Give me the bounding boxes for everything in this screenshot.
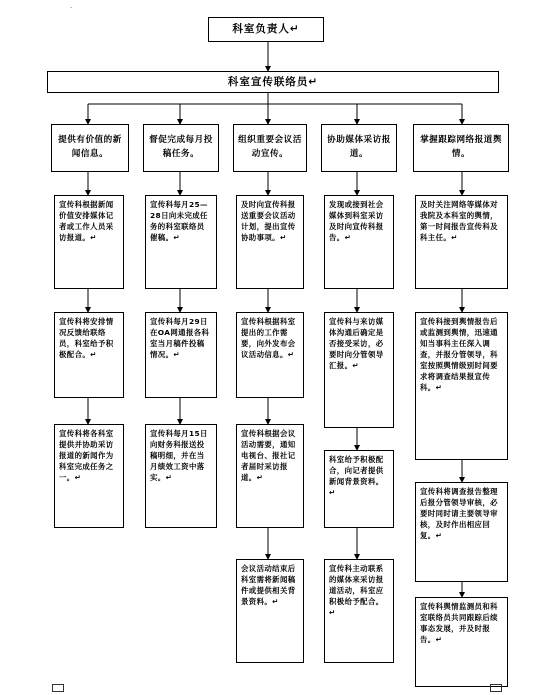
step-meeting-2: 宣传科根据科室提出的工作需要，向外发布会议活动信息。↵ bbox=[236, 312, 304, 398]
step-submission-1: 宣传科每月25—28日向未完成任务的科室联络员催稿。↵ bbox=[145, 195, 217, 289]
coordinator-box: 科室宣传联络员↵ bbox=[47, 71, 499, 93]
step-sentiment-3: 宣传科将调查报告整理后报分管领导审核，必要时同时请主要领导审核，及时作出相应回复。↵ bbox=[415, 482, 508, 582]
step-interview-2: 宣传科与来访媒体沟通后确定是否接受采访，必要时向分管领导汇报。↵ bbox=[324, 312, 394, 428]
step-meeting-1: 及时向宣传科报送重要会议活动计划，提出宣传协助事项。↵ bbox=[236, 195, 304, 289]
category-meeting-publicity: 组织重要会议活动宣传。 bbox=[233, 124, 307, 172]
step-interview-4: 宣传科主动联系的媒体来采访报道活动，科室应积极给予配合。↵ bbox=[324, 559, 394, 663]
step-news-1: 宣传科根据新闻价值安排媒体记者或工作人员采访报道。↵ bbox=[54, 195, 124, 289]
category-media-interview: 协助媒体采访报道。 bbox=[321, 124, 397, 172]
step-interview-1: 发现或接到社会媒体到科室采访及时向宣传科报告。↵ bbox=[324, 195, 394, 289]
category-online-sentiment: 掌握跟踪网络报道舆情。 bbox=[413, 124, 509, 172]
step-submission-2: 宣传科每月29日在OA网通报各科室当月稿件投稿情况。↵ bbox=[145, 312, 217, 398]
category-news-info: 提供有价值的新闻信息。 bbox=[51, 124, 129, 172]
corner-mark-top: · bbox=[70, 4, 73, 12]
step-sentiment-1: 及时关注网络等媒体对我院及本科室的舆情，第一时间报告宣传科及科主任。↵ bbox=[415, 195, 508, 289]
step-meeting-3: 宣传科根据会议活动需要，通知电视台、报社记者届时采访报道。↵ bbox=[236, 424, 304, 528]
step-news-3: 宣传科将各科室提供并协助采访报道的新闻作为科室完成任务之一。↵ bbox=[54, 424, 124, 528]
step-submission-3: 宣传科每月15日向财务科报送投稿明细，并在当月绩效工资中落实。↵ bbox=[145, 424, 217, 528]
step-news-2: 宣传科将安排情况反馈给联络员，科室给予积极配合。↵ bbox=[54, 312, 124, 398]
step-interview-3: 科室给予积极配合，向记者提供新闻背景资料。↵ bbox=[324, 450, 394, 528]
step-sentiment-2: 宣传科接到舆情报告后或监测到舆情，迅速通知当事科主任深入调查，并报分管领导，科室按照舆情级别时间要求将调查结果报宣传科。↵ bbox=[415, 312, 508, 460]
step-sentiment-4: 宣传科舆情监测员和科室联络员共同跟踪后续事态发展，并及时报告。↵ bbox=[415, 597, 508, 687]
category-monthly-submission: 督促完成每月投稿任务。 bbox=[143, 124, 219, 172]
corner-mark-right bbox=[490, 684, 502, 692]
step-meeting-4: 会议活动结束后科室需将新闻稿件或提供相关背景资料。↵ bbox=[236, 559, 304, 663]
corner-mark-left bbox=[52, 684, 64, 692]
head-box: 科室负责人↵ bbox=[208, 17, 324, 42]
